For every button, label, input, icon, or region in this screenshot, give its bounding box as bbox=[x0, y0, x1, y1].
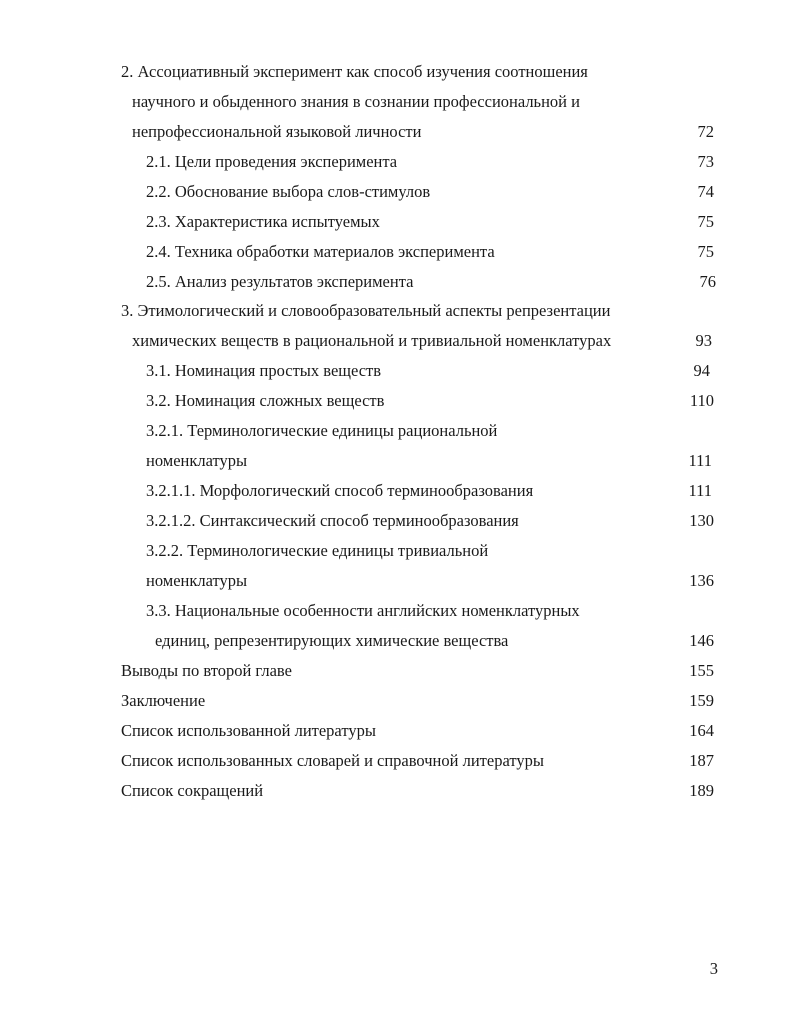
toc-entry-text: номенклатуры bbox=[146, 451, 248, 470]
toc-entry-page: 111 bbox=[688, 451, 712, 470]
toc-entry-text: Заключение bbox=[121, 691, 206, 710]
toc-entry-page: 146 bbox=[689, 631, 714, 650]
toc-entry-text: 2.1. Цели проведения эксперимента bbox=[146, 152, 398, 171]
toc-entry-page: 75 bbox=[697, 212, 714, 231]
toc-entry-text: 3.1. Номинация простых веществ bbox=[146, 361, 382, 380]
toc-entry-text: Список использованной литературы bbox=[121, 721, 376, 740]
toc-entry-text: химических веществ в рациональной и тривиальной номенклатурах bbox=[132, 331, 612, 350]
toc-entry-page: 76 bbox=[699, 272, 716, 291]
toc-entry-page: 75 bbox=[697, 242, 714, 261]
toc-entry-text: 3.2.2. Терминологические единицы тривиальной bbox=[146, 541, 489, 560]
toc-entry-page: 111 bbox=[688, 481, 712, 500]
toc-entry-text: Список сокращений bbox=[121, 781, 264, 800]
toc-entry-page: 187 bbox=[689, 751, 714, 770]
toc-entry-text: 3.3. Национальные особенности английских номенклатурных bbox=[146, 601, 580, 620]
toc-entry-text: научного и обыденного знания в сознании профессиональной и bbox=[132, 92, 580, 111]
toc-entry-page: 110 bbox=[689, 391, 714, 410]
toc-entry-text: Выводы по второй главе bbox=[121, 661, 292, 680]
toc-entry-page: 136 bbox=[689, 571, 714, 590]
toc-entry-page: 189 bbox=[689, 781, 714, 800]
toc-entry-text: 2.5. Анализ результатов эксперимента bbox=[146, 272, 414, 291]
toc-entry-page: 94 bbox=[693, 361, 710, 380]
toc-entry-page: 93 bbox=[695, 331, 712, 350]
toc-entry-text: 2.2. Обоснование выбора слов-стимулов bbox=[146, 182, 431, 201]
toc-entry-text: 3.2.1.1. Морфологический способ терминообразования bbox=[146, 481, 534, 500]
toc-entry-text: номенклатуры bbox=[146, 571, 248, 590]
toc-entry-text: 3.2.1. Терминологические единицы рациональной bbox=[146, 421, 498, 440]
toc-entry-page: 74 bbox=[697, 182, 714, 201]
toc-entry-text: Список использованных словарей и справочной литературы bbox=[121, 751, 544, 770]
toc-entry-page: 164 bbox=[689, 721, 714, 740]
toc-entry-page: 130 bbox=[689, 511, 714, 530]
toc-entry-text: 3. Этимологический и словообразовательный аспекты репрезентации bbox=[121, 301, 611, 320]
toc-entry-page: 155 bbox=[689, 661, 714, 680]
page-number: 3 bbox=[709, 959, 718, 978]
toc-entry-page: 159 bbox=[689, 691, 714, 710]
toc-entry-page: 72 bbox=[697, 122, 714, 141]
toc-entry-text: единиц, репрезентирующих химические вещества bbox=[155, 631, 509, 650]
toc-entry-text: 2.4. Техника обработки материалов эксперимента bbox=[146, 242, 495, 261]
toc-entry-page: 73 bbox=[697, 152, 714, 171]
toc-entry-text: 3.2. Номинация сложных веществ bbox=[146, 391, 385, 410]
toc-entry-text: непрофессиональной языковой личности bbox=[132, 122, 422, 141]
toc-entry-text: 2. Ассоциативный эксперимент как способ изучения соотношения bbox=[121, 62, 588, 81]
toc-entry-text: 3.2.1.2. Синтаксический способ терминообразования bbox=[146, 511, 519, 530]
toc-entry-text: 2.3. Характеристика испытуемых bbox=[146, 212, 380, 231]
